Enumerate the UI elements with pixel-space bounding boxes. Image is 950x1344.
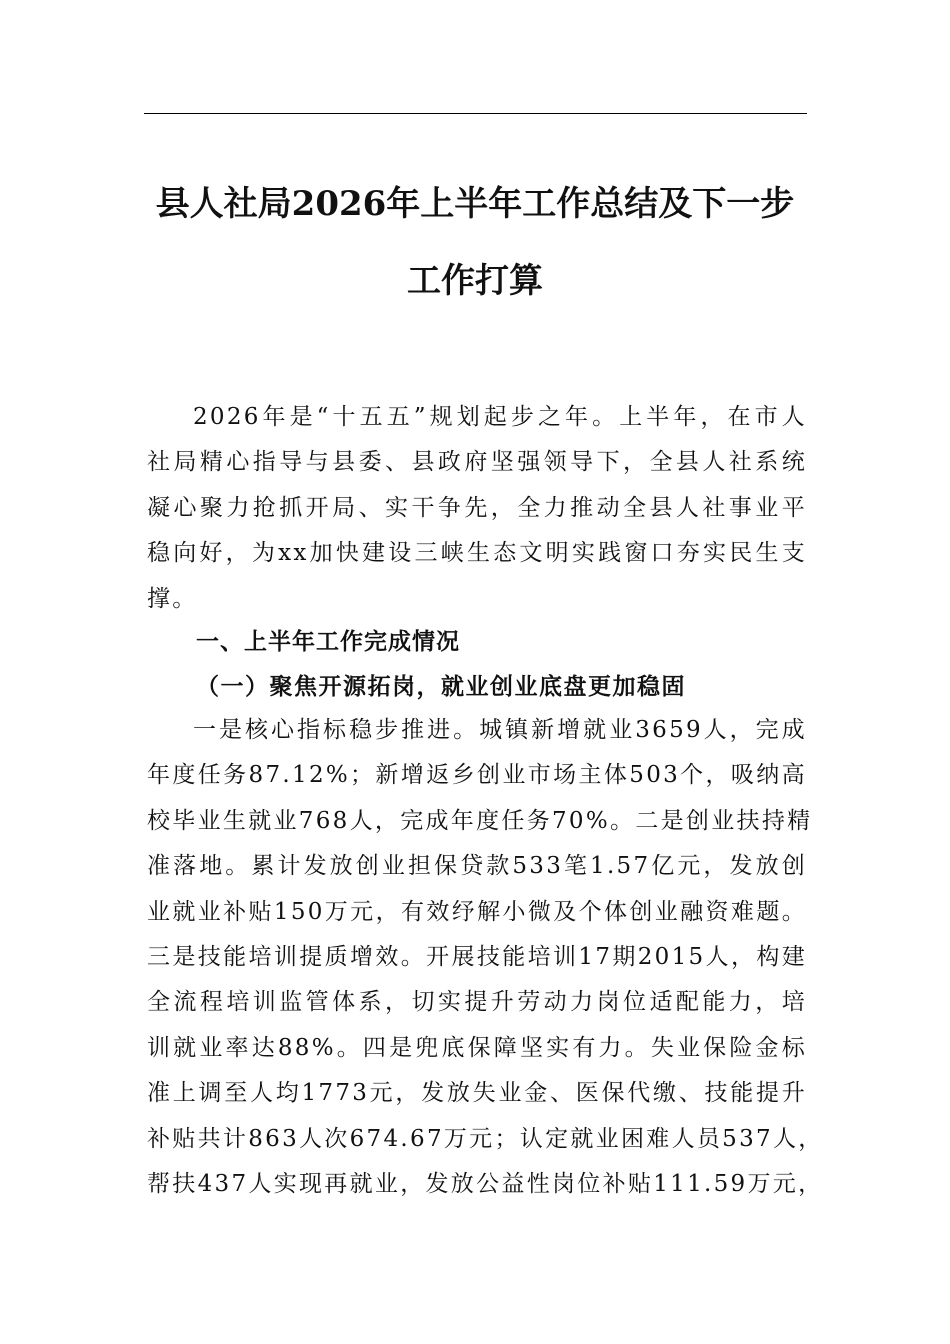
title-line: 工作打算 (407, 261, 543, 301)
intro-line: 2026年是“十五五”规划起步之年。上半年，在市人 (193, 404, 807, 430)
intro-paragraph (147, 395, 807, 622)
paragraph-line: 校毕业生就业768人，完成年度任务70%。二是创业扶持精 (147, 807, 813, 834)
section-heading: 一、上半年工作完成情况 (196, 629, 460, 655)
paragraph-line: 帮扶437人实现再就业，发放公益性岗位补贴111.59万元， (147, 1171, 824, 1198)
paragraph-line: 补贴共计863人次674.67万元；认定就业困难人员537人， (147, 1125, 824, 1152)
subsection-heading: （一）聚焦开源拓岗，就业创业底盘更加稳固 (196, 673, 686, 700)
body-paragraph (147, 708, 824, 1207)
paragraph-line: 三是技能培训提质增效。开展技能培训17期2015人，构建 (147, 944, 807, 971)
paragraph-line: 一是核心指标稳步推进。城镇新增就业3659人，完成 (193, 717, 807, 743)
paragraph-line: 全流程培训监管体系，切实提升劳动力岗位适配能力，培 (147, 989, 807, 1016)
intro-line: 撑。 (147, 585, 198, 612)
title-line: 县人社局2026年上半年工作总结及下一步 (155, 184, 795, 224)
paragraph-line: 准落地。累计发放创业担保贷款533笔1.57亿元，发放创 (147, 853, 807, 880)
paragraph-line: 业就业补贴150万元，有效纾解小微及个体创业融资难题。 (147, 898, 807, 925)
paragraph-line: 年度任务87.12%；新增返乡创业市场主体503个，吸纳高 (147, 762, 807, 789)
paragraph-line: 训就业率达88%。四是兜底保障坚实有力。失业保险金标 (147, 1034, 807, 1061)
header-rule (144, 113, 807, 114)
intro-line: 凝心聚力抢抓开局、实干争先，全力推动全县人社事业平 (147, 494, 807, 521)
intro-line: 社局精心指导与县委、县政府坚强领导下，全县人社系统 (147, 449, 807, 476)
intro-line: 稳向好，为xx加快建设三峡生态文明实践窗口夯实民生支 (147, 540, 807, 567)
document-title (130, 166, 820, 320)
paragraph-line: 准上调至人均1773元，发放失业金、医保代缴、技能提升 (147, 1080, 807, 1107)
